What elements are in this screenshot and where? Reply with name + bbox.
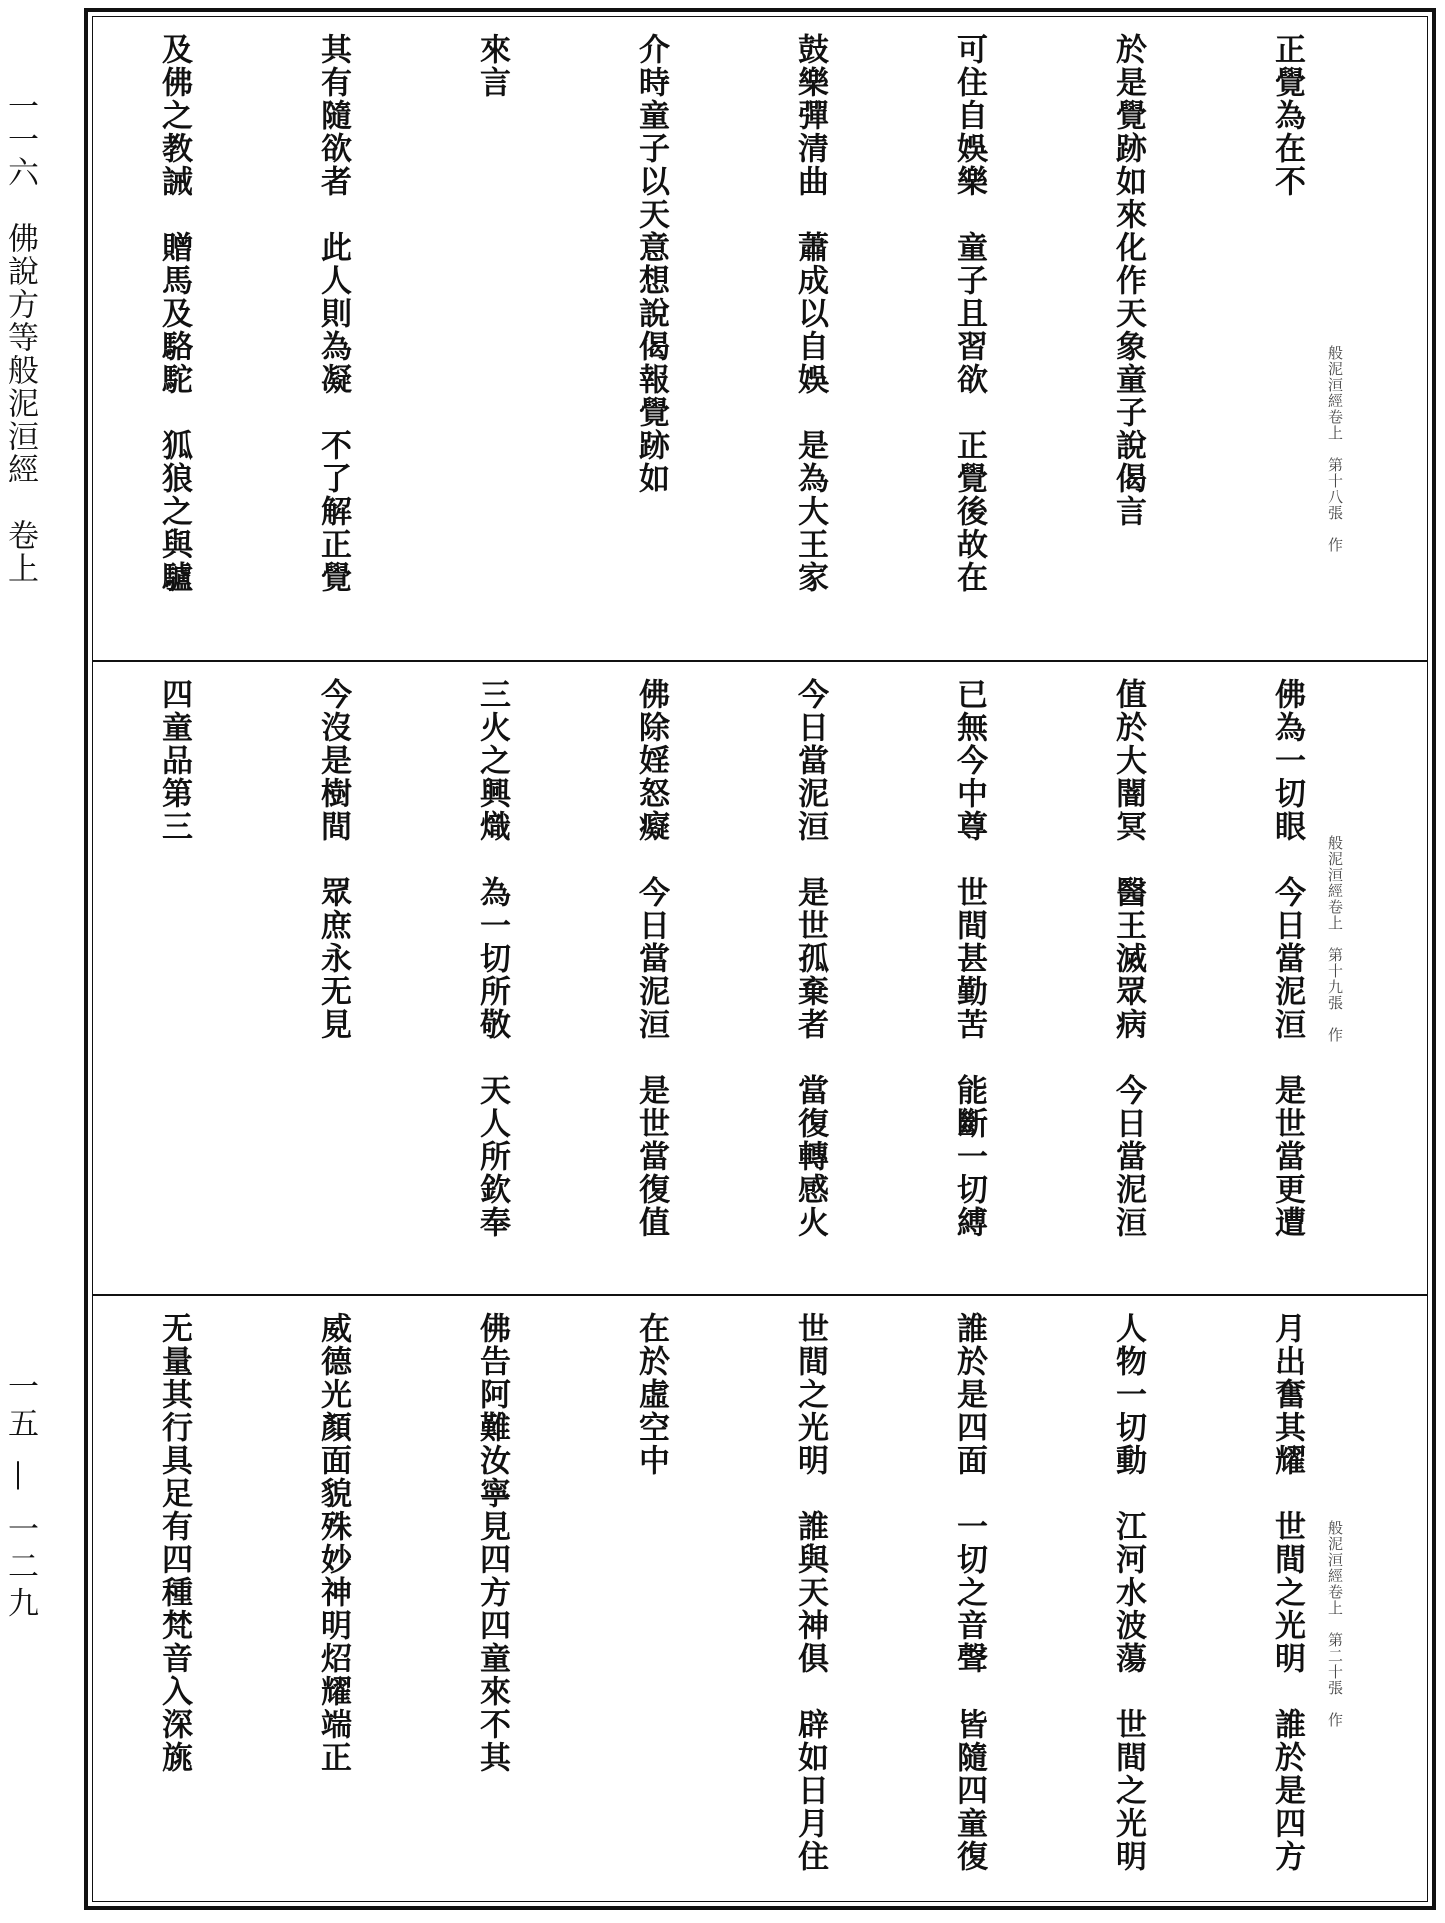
text-column: 於是覺跡如來化作天象童子說偈言	[1110, 33, 1146, 528]
block-side-note: 般泥洹經卷上 第十九張 作	[1326, 835, 1344, 1043]
text-column: 介時童子以天意想說偈報覺跡如	[633, 33, 669, 495]
text-column: 今日當泥洹 是世孤棄者 當復轉感火	[792, 678, 828, 1239]
text-column: 无量其行具足有四種梵音入深旐	[156, 1312, 192, 1774]
text-column: 及佛之教誡 贈馬及駱駝 狐狼之與驢	[156, 33, 192, 594]
text-column: 月出奮其耀 世間之光明 誰於是四方	[1269, 1312, 1305, 1873]
frame-inner-border	[92, 16, 1428, 1902]
text-column: 威德光顏面貌殊妙神明炤耀端正	[315, 1312, 351, 1774]
text-column: 正覺為在不	[1269, 33, 1305, 198]
text-column: 三火之興熾 為一切所敬 天人所欽奉	[474, 678, 510, 1239]
block-side-note: 般泥洹經卷上 第十八張 作	[1326, 345, 1344, 553]
register-1-text	[93, 33, 1419, 652]
text-column: 可住自娛樂 童子且習欲 正覺後故在	[951, 33, 987, 594]
register-2	[93, 662, 1427, 1296]
page-number: 一五 — 一二九	[2, 1370, 38, 1624]
chapter-heading: 四童品第三	[156, 678, 192, 843]
register-3-text	[93, 1312, 1419, 1901]
register-2-text	[93, 678, 1419, 1286]
text-column: 來言	[474, 33, 510, 99]
register-1	[93, 17, 1427, 662]
page-frame	[84, 8, 1436, 1910]
text-column: 鼓樂彈清曲 蕭成以自娛 是為大王家	[792, 33, 828, 594]
text-column: 在於虛空中	[633, 1312, 669, 1477]
text-column: 已無今中尊 世間甚勤苦 能斷一切縛	[951, 678, 987, 1239]
text-column: 世間之光明 誰與天神俱 辟如日月住	[792, 1312, 828, 1873]
text-column: 人物一切動 江河水波蕩 世間之光明	[1110, 1312, 1146, 1873]
text-column: 佛除婬怒癡 今日當泥洹 是世當復值	[633, 678, 669, 1239]
text-column: 誰於是四面 一切之音聲 皆隨四童復	[951, 1312, 987, 1873]
register-3	[93, 1296, 1427, 1909]
block-side-note: 般泥洹經卷上 第二十張 作	[1326, 1520, 1344, 1728]
text-column: 佛告阿難汝寧見四方四童來不其	[474, 1312, 510, 1774]
text-column: 今沒是樹間 眾庶永无見	[315, 678, 351, 1041]
text-column: 佛為一切眼 今日當泥洹 是世當更遭	[1269, 678, 1305, 1239]
text-column: 值於大闇冥 醫王滅眾病 今日當泥洹	[1110, 678, 1146, 1239]
margin-title: 一一六 佛說方等般泥洹經 卷上	[2, 90, 38, 585]
text-column: 其有隨欲者 此人則為凝 不了解正覺	[315, 33, 351, 594]
